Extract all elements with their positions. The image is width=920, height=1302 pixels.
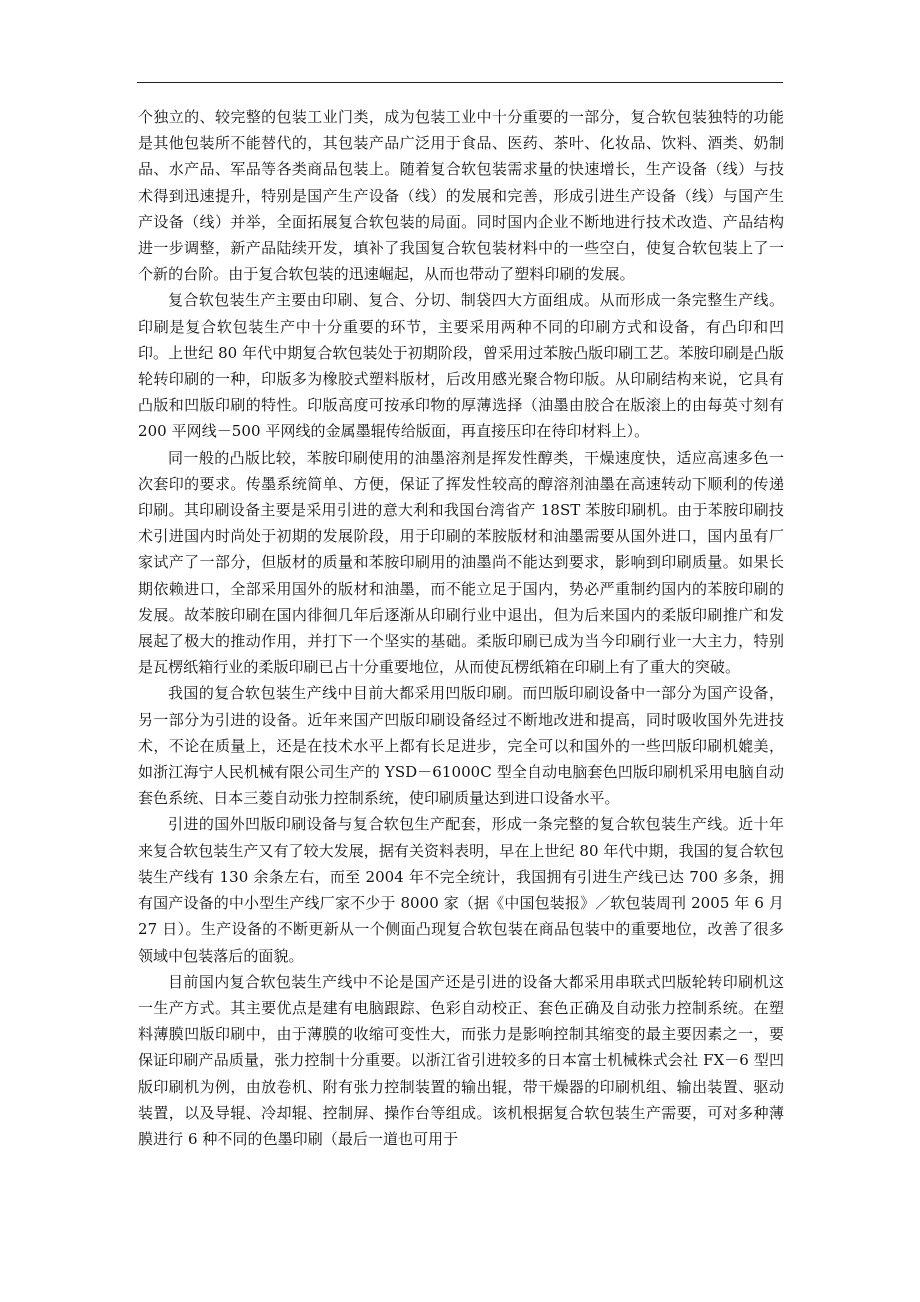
paragraph-2: 复合软包装生产主要由印刷、复合、分切、制袋四大方面组成。从而形成一条完整生产线。印刷是复合软包装生产中十分重要的环节，主要采用两种不同的印刷方式和设备，有凸印和凹印。上世纪 80 年代中期复合软包装处于初期阶段，曾采用过苯胺凸版印刷工艺。苯胺印刷是凸版轮转印刷的一种，印版多为橡胶式塑料版材，后改用感光聚合物印版。从印刷结构来说，它具有凸版和凹版印刷的特性。印版高度可按承印物的厚薄选择（油墨由胶合在版滚上的由每英寸刻有 200 平网线－500 平网线的金属墨辊传给版面，再直接压印在待印材料上）。 [138, 291, 784, 441]
paragraph-5: 引进的国外凹版印刷设备与复合软包生产配套，形成一条完整的复合软包装生产线。近十年来复合软包装生产又有了较大发展，据有关资料表明，早在上世纪 80 年代中期，我国的复合软包装生产线有 130 余条左右，而至 2004 年不完全统计，我国拥有引进生产线已达 700 多条，拥有国产设备的中小型生产线厂家不少于 8000 家（据《中国包装报》／软包装周刊 2005 年 6 月 27 日）。生产设备的不断更新从一个侧面凸现复合软包装在商品包装中的重要地位，改善了很多领域中包装落后的面貌。 [138, 815, 784, 965]
paragraph-6: 目前国内复合软包装生产线中不论是国产还是引进的设备大都采用串联式凹版轮转印刷机这一生产方式。其主要优点是建有电脑跟踪、色彩自动校正、套色正确及自动张力控制系统。在塑料薄膜凹版印刷中，由于薄膜的收缩可变性大，而张力是影响控制其缩变的最主要因素之一，要保证印刷产品质量，张力控制十分重要。以浙江省引进较多的日本富士机械株式会社 FX－6 型凹版印刷机为例，由放卷机、附有张力控制装置的输出辊，带干燥器的印刷机组、输出装置、驱动装置，以及导辊、冷却辊、控制屏、操作台等组成。该机根据复合软包装生产需要，可对多种薄膜进行 6 种不同的色墨印刷（最后一道也可用于 [138, 972, 784, 1148]
paragraph-4: 我国的复合软包装生产线中目前大都采用凹版印刷。而凹版印刷设备中一部分为国产设备，另一部分为引进的设备。近年来国产凹版印刷设备经过不断地改进和提高，同时吸收国外先进技术，不论在质量上，还是在技术水平上都有长足进步，完全可以和国外的一些凹版印刷机媲美，如浙江海宁人民机械有限公司生产的 YSD－61000C 型全自动电脑套色凹版印刷机采用电脑自动套色系统、日本三菱自动张力控制系统，使印刷质量达到进口设备水平。 [138, 684, 784, 808]
body-text [138, 104, 784, 1152]
paragraph-3: 同一般的凸版比较，苯胺印刷使用的油墨溶剂是挥发性醇类，干燥速度快，适应高速多色一次套印的要求。传墨系统简单、方便，保证了挥发性较高的醇溶剂油墨在高速转动下顺利的传递印刷。其印刷设备主要是采用引进的意大利和我国台湾省产 18ST 苯胺印刷机。由于苯胺印刷技术引进国内时尚处于初期的发展阶段，用于印刷的苯胺版材和油墨需要从国外进口，国内虽有厂家试产了一部分，但版材的质量和苯胺印刷用的油墨尚不能达到要求，影响到印刷质量。如果长期依赖进口，全部采用国外的版材和油墨，而不能立足于国内，势必严重制约国内的苯胺印刷的发展。故苯胺印刷在国内徘徊几年后逐渐从印刷行业中退出，但为后来国内的柔版印刷推广和发展起了极大的推动作用，并打下一个坚实的基础。柔版印刷已成为当今印刷行业一大主力，特别是瓦楞纸箱行业的柔版印刷已占十分重要地位，从而使瓦楞纸箱在印刷上有了重大的突破。 [138, 448, 784, 677]
header-rule [137, 82, 783, 83]
paragraph-1: 个独立的、较完整的包装工业门类，成为包装工业中十分重要的一部分，复合软包装独特的功能是其他包装所不能替代的，其包装产品广泛用于食品、医药、茶叶、化妆品、饮料、酒类、奶制品、水产品、军品等各类商品包装上。随着复合软包装需求量的快速增长，生产设备（线）与技术得到迅速提升，特别是国产生产设备（线）的发展和完善，形成引进生产设备（线）与国产生产设备（线）并举，全面拓展复合软包装的局面。同时国内企业不断地进行技术改造、产品结构进一步调整，新产品陆续开发，填补了我国复合软包装材料中的一些空白，使复合软包装上了一个新的台阶。由于复合软包装的迅速崛起，从而也带动了塑料印刷的发展。 [138, 108, 784, 284]
